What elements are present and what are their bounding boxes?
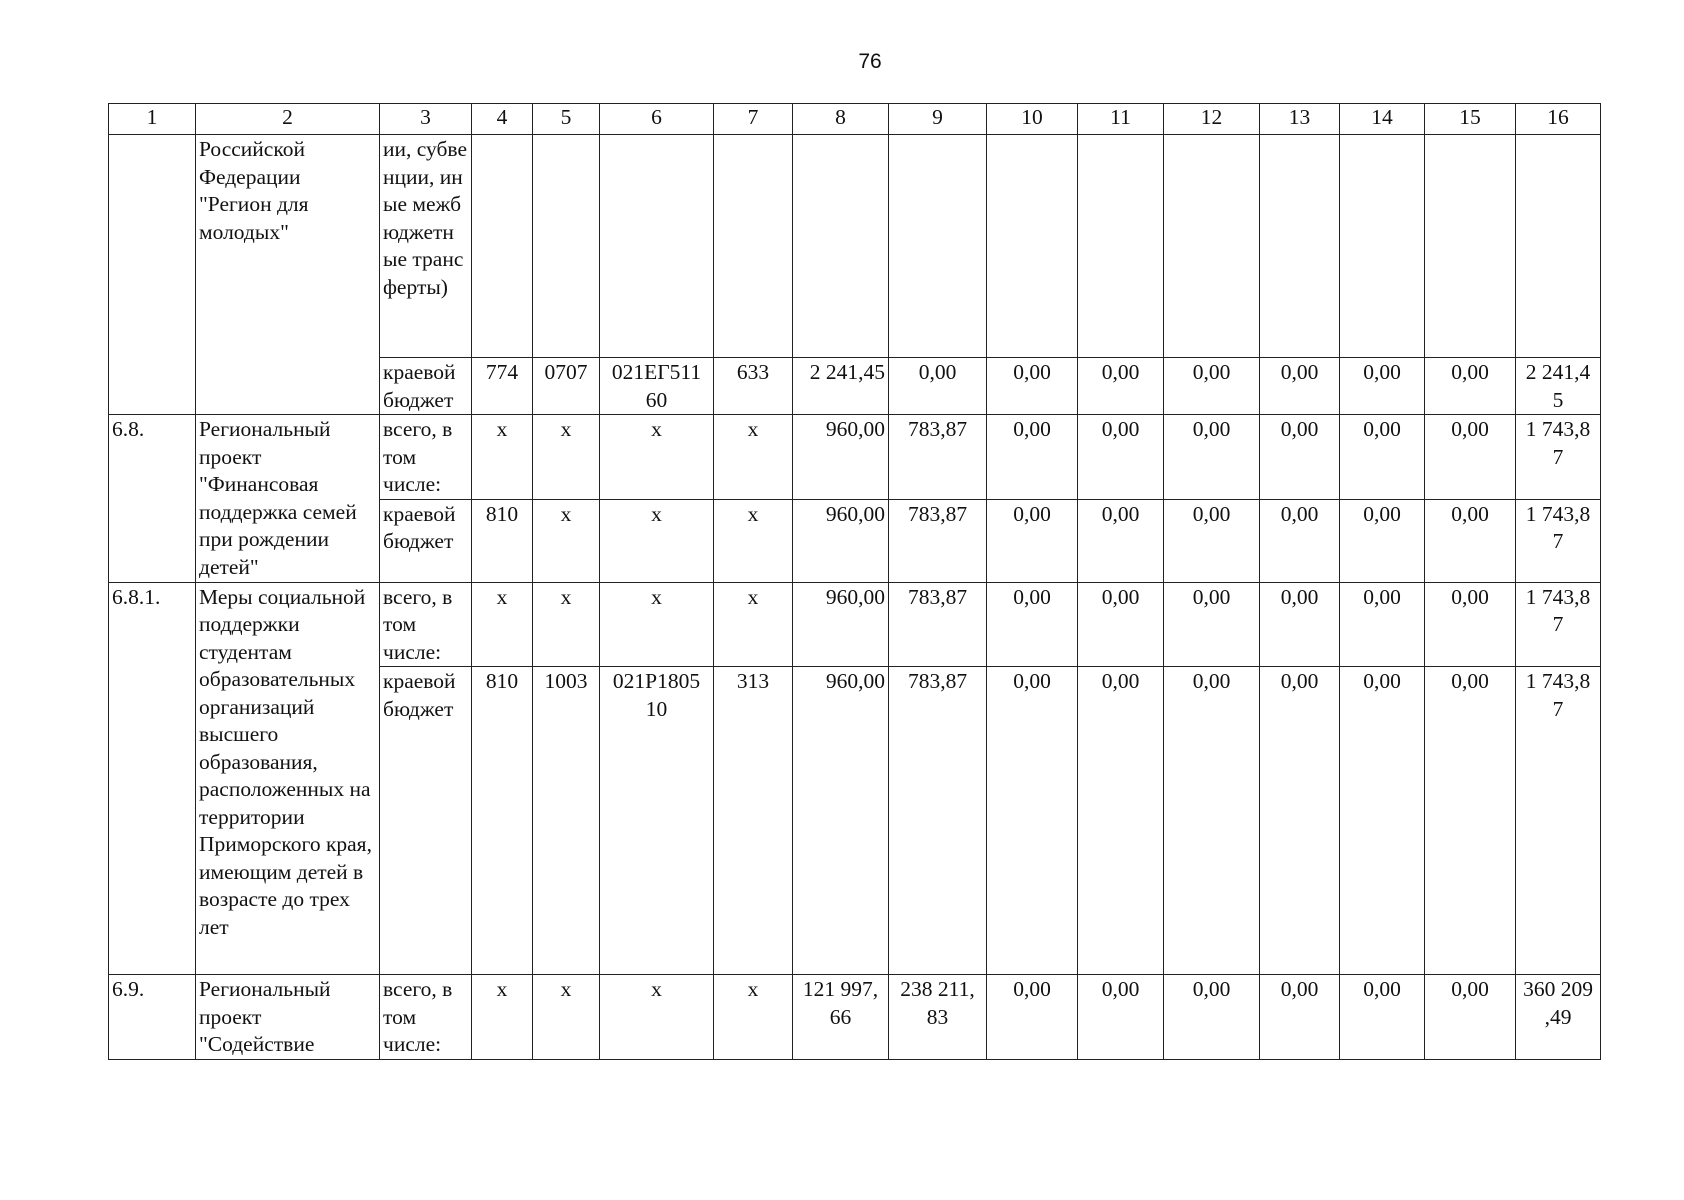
cell-col15: 0,00 — [1425, 358, 1516, 415]
cell-col15: 0,00 — [1425, 667, 1516, 975]
cell-col8: 121 997, 66 — [793, 975, 889, 1060]
header-cell: 4 — [472, 104, 533, 135]
header-cell: 1 — [109, 104, 196, 135]
cell-col7: x — [714, 415, 793, 500]
cell-col7: 633 — [714, 358, 793, 415]
cell-col16: 1 743,8 7 — [1516, 582, 1601, 667]
cell-col14: 0,00 — [1340, 582, 1425, 667]
cell-col14: 0,00 — [1340, 499, 1425, 582]
row-name: Российской Федерации "Регион для молодых" — [196, 135, 380, 415]
header-cell: 7 — [714, 104, 793, 135]
funding-source: ии, субвенции, иные межбюджетные трансферты) — [380, 135, 472, 358]
header-cell: 11 — [1078, 104, 1164, 135]
cell-col11: 0,00 — [1078, 975, 1164, 1060]
header-cell: 15 — [1425, 104, 1516, 135]
header-cell: 10 — [987, 104, 1078, 135]
cell-col8: 960,00 — [793, 415, 889, 500]
cell-col13: 0,00 — [1260, 499, 1340, 582]
cell-col16: 2 241,4 5 — [1516, 358, 1601, 415]
cell-col8: 960,00 — [793, 582, 889, 667]
cell-col4: 774 — [472, 358, 533, 415]
row-number: 6.8.1. — [109, 582, 196, 975]
cell-col11: 0,00 — [1078, 582, 1164, 667]
table-row — [109, 135, 1601, 358]
cell-col15: 0,00 — [1425, 415, 1516, 500]
row-name: Региональный проект "Содействие — [196, 975, 380, 1060]
funding-source: всего, в том числе: — [380, 582, 472, 667]
cell-col10: 0,00 — [987, 499, 1078, 582]
table-row — [109, 582, 1601, 667]
cell-col7: x — [714, 975, 793, 1060]
header-cell: 8 — [793, 104, 889, 135]
header-cell: 6 — [600, 104, 714, 135]
header-cell: 2 — [196, 104, 380, 135]
cell-col9: 238 211, 83 — [889, 975, 987, 1060]
cell-col10: 0,00 — [987, 582, 1078, 667]
cell-col10: 0,00 — [987, 667, 1078, 975]
header-cell: 5 — [533, 104, 600, 135]
cell-col8: 960,00 — [793, 499, 889, 582]
cell-col4: x — [472, 975, 533, 1060]
cell-col4: x — [472, 582, 533, 667]
cell-col14: 0,00 — [1340, 667, 1425, 975]
cell-col5: x — [533, 415, 600, 500]
cell-col5: x — [533, 499, 600, 582]
page-number: 76 — [858, 50, 882, 73]
header-cell: 14 — [1340, 104, 1425, 135]
cell-col6: x — [600, 415, 714, 500]
cell-col13: 0,00 — [1260, 415, 1340, 500]
row-number: 6.9. — [109, 975, 196, 1060]
header-cell: 9 — [889, 104, 987, 135]
row-number — [109, 135, 196, 415]
cell-col10: 0,00 — [987, 975, 1078, 1060]
cell-col11: 0,00 — [1078, 499, 1164, 582]
funding-source: всего, в том числе: — [380, 975, 472, 1060]
row-number: 6.8. — [109, 415, 196, 583]
cell-col14: 0,00 — [1340, 358, 1425, 415]
cell-col12: 0,00 — [1164, 667, 1260, 975]
cell-col15: 0,00 — [1425, 499, 1516, 582]
row-name: Региональный проект "Финансовая поддержка семей при рождении детей" — [196, 415, 380, 583]
header-cell: 16 — [1516, 104, 1601, 135]
header-row — [109, 104, 1601, 135]
cell-col9: 783,87 — [889, 415, 987, 500]
cell-col7: x — [714, 582, 793, 667]
cell-col16: 1 743,8 7 — [1516, 499, 1601, 582]
header-cell: 13 — [1260, 104, 1340, 135]
cell-col14: 0,00 — [1340, 975, 1425, 1060]
cell-col12: 0,00 — [1164, 499, 1260, 582]
cell-col12: 0,00 — [1164, 975, 1260, 1060]
cell-col6: x — [600, 582, 714, 667]
cell-col12: 0,00 — [1164, 415, 1260, 500]
cell-col4: x — [472, 415, 533, 500]
cell-col15: 0,00 — [1425, 975, 1516, 1060]
cell-col6: x — [600, 499, 714, 582]
cell-col8: 960,00 — [793, 667, 889, 975]
cell-col14: 0,00 — [1340, 415, 1425, 500]
cell-col9: 783,87 — [889, 499, 987, 582]
cell-col7: x — [714, 499, 793, 582]
cell-col16: 1 743,8 7 — [1516, 667, 1601, 975]
cell-col5: 1003 — [533, 667, 600, 975]
cell-col9: 0,00 — [889, 358, 987, 415]
cell-col13: 0,00 — [1260, 358, 1340, 415]
header-cell: 12 — [1164, 104, 1260, 135]
cell-col11: 0,00 — [1078, 667, 1164, 975]
cell-col9: 783,87 — [889, 667, 987, 975]
header-cell: 3 — [380, 104, 472, 135]
funding-source: всего, в том числе: — [380, 415, 472, 500]
funding-source: краевой бюджет — [380, 499, 472, 582]
cell-col5: x — [533, 975, 600, 1060]
cell-col16: 1 743,8 7 — [1516, 415, 1601, 500]
cell-col13: 0,00 — [1260, 667, 1340, 975]
cell-col10: 0,00 — [987, 415, 1078, 500]
cell-col6: 021EГ511 60 — [600, 358, 714, 415]
cell-col6: x — [600, 975, 714, 1060]
cell-col11: 0,00 — [1078, 358, 1164, 415]
cell-col12: 0,00 — [1164, 358, 1260, 415]
table-row — [109, 415, 1601, 500]
row-name: Меры социальной поддержки студентам образовательных организаций высшего образования, расположенных на территории Приморского края, имеющим детей в возрасте до трех лет — [196, 582, 380, 975]
cell-col16: 360 209 ,49 — [1516, 975, 1601, 1060]
cell-col5: 0707 — [533, 358, 600, 415]
cell-col13: 0,00 — [1260, 975, 1340, 1060]
cell-col11: 0,00 — [1078, 415, 1164, 500]
cell-col4: 810 — [472, 499, 533, 582]
cell-col12: 0,00 — [1164, 582, 1260, 667]
budget-table — [108, 103, 1601, 1060]
cell-col6: 021P1805 10 — [600, 667, 714, 975]
cell-col5: x — [533, 582, 600, 667]
cell-col15: 0,00 — [1425, 582, 1516, 667]
funding-source: краевой бюджет — [380, 358, 472, 415]
cell-col9: 783,87 — [889, 582, 987, 667]
cell-col10: 0,00 — [987, 358, 1078, 415]
cell-col13: 0,00 — [1260, 582, 1340, 667]
table-row — [109, 975, 1601, 1060]
funding-source: краевой бюджет — [380, 667, 472, 975]
cell-col8: 2 241,45 — [793, 358, 889, 415]
cell-col7: 313 — [714, 667, 793, 975]
cell-col4: 810 — [472, 667, 533, 975]
